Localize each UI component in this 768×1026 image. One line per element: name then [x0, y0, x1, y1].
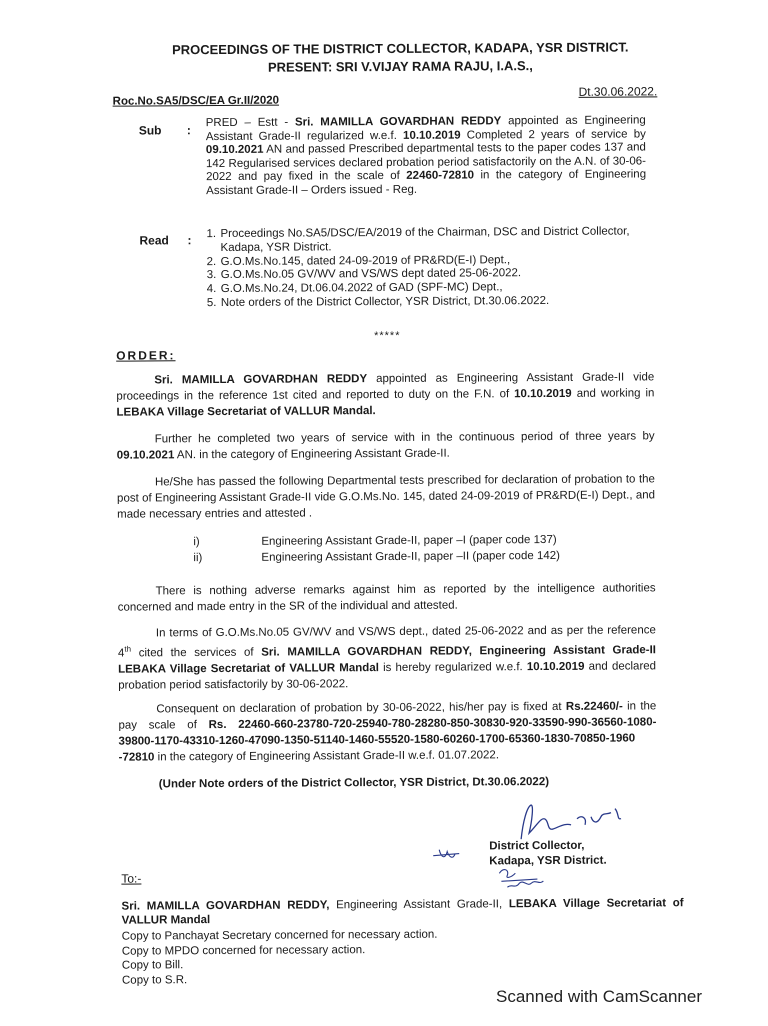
workplace: LEBAKA Village Secretariat of VALLUR Mandal. [116, 405, 376, 419]
test-number: ii) [193, 552, 203, 565]
paragraph-text: in the pay scale of [118, 700, 657, 732]
read-colon: : [187, 233, 192, 248]
service-completion-date: 09.10.2021 [116, 449, 175, 462]
collector-title: District Collector, [489, 839, 585, 853]
copy-list [122, 928, 438, 988]
collector-location: Kadapa, YSR District. [489, 854, 607, 868]
subject-colon: : [186, 123, 191, 138]
paragraph-text: AN. in the category of Engineering Assistant Grade-II. [174, 447, 450, 462]
joining-date: 10.10.2019 [514, 387, 572, 401]
paragraph-text: He/She has passed the following Departmental tests prescribed for declaration of probation to the post of Engineering Assistant Grade-II vide G.O.Ms.No. 145, dated 24-09-2019 of PR&RD(E-I) Dept., and made necessary entries and attested . [117, 473, 656, 521]
reference-number-label: 4. [206, 283, 217, 296]
copy-item: Copy to MPDO concerned for necessary action. [121, 943, 366, 958]
subject-text [206, 114, 646, 198]
order-date: Dt.30.06.2022. [578, 84, 658, 99]
paragraph-text: appointed as Engineering Assistant Grade-II vide proceedings in the reference 1st cited and reported to duty on the F.N. of [116, 371, 655, 403]
reference-item [207, 294, 647, 310]
reference-item [206, 225, 646, 255]
header-line-1: PROCEEDINGS OF THE DISTRICT COLLECTOR, KADAPA, YSR DISTRICT. [172, 39, 629, 58]
subject-pay-scale: 22460-72810 [406, 169, 475, 183]
references-list [206, 225, 646, 310]
subject-part: PRED – Estt - [205, 116, 295, 130]
subject-label: Sub [138, 123, 162, 138]
subject-part: Completed 2 years of service by [460, 127, 646, 142]
reference-text: Proceedings No.SA5/DSC/EA/2019 of the Chairman, DSC and District Collector, Kadapa, YSR District. [220, 225, 630, 254]
reference-number-label: 5. [206, 297, 217, 310]
test-text: Engineering Assistant Grade-II, paper –II (paper code 142) [261, 549, 560, 564]
order-paragraph-2 [117, 428, 655, 463]
to-label: To:- [121, 871, 142, 886]
header-line-2: PRESENT: SRI V.VIJAY RAMA RAJU, I.A.S., [267, 58, 533, 75]
test-item [193, 548, 613, 567]
addressee-place: LEBAKA Village Secretariat of VALLUR Mandal [121, 897, 684, 927]
paragraph-text: Consequent on declaration of probation by 30-06-2022, his/her pay is fixed at [156, 700, 566, 716]
initials-mark [431, 848, 461, 862]
proceedings-header [150, 38, 650, 77]
paragraph-text: and working in [571, 387, 655, 400]
addressee [121, 896, 683, 927]
order-heading: ORDER: [116, 348, 176, 363]
paragraph-text: in the category of Engineering Assistant Grade-II w.e.f. 01.07.2022. [154, 749, 500, 764]
addressee-name: Sri. MAMILLA GOVARDHAN REDDY, [121, 899, 330, 913]
reference-number-label: 1. [206, 228, 217, 241]
copy-item: Copy to Panchayat Secretary concerned for necessary action. [121, 928, 438, 943]
paragraph-text: In terms of G.O.Ms.No.05 GV/WV and VS/WS dept., dated 25-06-2022 and as per the reference 4 [117, 624, 656, 660]
order-paragraph-5 [118, 622, 656, 693]
order-paragraph-3 [117, 471, 655, 522]
order-paragraph-1 [116, 369, 654, 420]
paragraph-text: Further he completed two years of service with in the continuous period of three years by [154, 430, 655, 446]
under-note: (Under Note orders of the District Collector, YSR District, Dt.30.06.2022) [158, 776, 550, 791]
superscript: th [124, 644, 132, 654]
departmental-tests-list [193, 532, 613, 567]
order-paragraph-6 [118, 698, 656, 765]
subject-part: in the category of Engineering Assistant Grade-II – Orders issued - Reg. [206, 168, 647, 198]
test-number: i) [193, 536, 200, 549]
read-label: Read [139, 233, 169, 248]
addressee-designation: Engineering Assistant Grade-II, [329, 898, 509, 912]
collector-signature [507, 799, 627, 844]
paragraph-text: There is nothing adverse remarks against him as reported by the intelligence authorities concerned and made entry in the SR of the individual and attested. [117, 582, 656, 614]
paragraph-text: is hereby regularized w.e.f. [378, 660, 527, 674]
test-text: Engineering Assistant Grade-II, paper –I (paper code 137) [261, 533, 557, 548]
pay-scale: Rs. 22460-660-23780-720-25940-780-28280-850-30830-920-33590-990-36560-1080-39800-1170-43310-1260-47090-1350-51140-1460-55520-1580-60260-1700-65360-1830-70850-1960 -72810 [118, 716, 657, 764]
section-divider: ***** [374, 329, 401, 343]
paragraph-text: cited the services of [131, 646, 262, 660]
reference-text: G.O.Ms.No.24, Dt.06.04.2022 of GAD (SPF-MC) Dept., [220, 281, 503, 296]
regularization-date: 10.10.2019 [526, 660, 585, 673]
fixed-pay: Rs.22460/- [565, 700, 623, 713]
subject-regularized-date: 10.10.2019 [402, 129, 461, 142]
reference-text: G.O.Ms.No.05 GV/WV and VS/WS dept dated 25-06-2022. [220, 267, 522, 282]
reference-number-label: 3. [206, 269, 217, 282]
employee-name: Sri. MAMILLA GOVARDHAN REDDY [154, 373, 368, 387]
reference-number: Roc.No.SA5/DSC/EA Gr.II/2020 [112, 94, 280, 108]
reference-text: Note orders of the District Collector, YSR District, Dt.30.06.2022. [220, 294, 550, 309]
paragraph-text: and declared probation period satisfactorily by 30-06-2022. [118, 660, 657, 692]
subject-part: AN and passed Prescribed departmental tests to the paper codes 137 and 142 Regularised services declared probation period satisfactorily on the A.N. of 30-06-2022 and pay fixed in the scale of [205, 141, 647, 184]
reference-text: G.O.Ms.No.145, dated 24-09-2019 of PR&RD(E-I) Dept., [220, 253, 511, 268]
copy-item: Copy to Bill. [121, 959, 184, 972]
order-paragraph-4 [118, 580, 656, 615]
copy-item: Copy to S.R. [121, 973, 188, 987]
initials-with-date [497, 865, 557, 891]
employee-designation: Sri. MAMILLA GOVARDHAN REDDY, Engineering Assistant Grade-II LEBAKA Village Secretariat of VALLUR Mandal [118, 644, 656, 676]
reference-number-label: 2. [206, 255, 217, 268]
subject-part: appointed as Engineering Assistant Grade-II regularized w.e.f. [205, 114, 646, 143]
subject-employee-name: Sri. MAMILLA GOVARDHAN REDDY [294, 115, 502, 129]
scanner-watermark: Scanned with CamScanner [496, 987, 703, 1006]
subject-service-date: 09.10.2021 [205, 143, 264, 157]
